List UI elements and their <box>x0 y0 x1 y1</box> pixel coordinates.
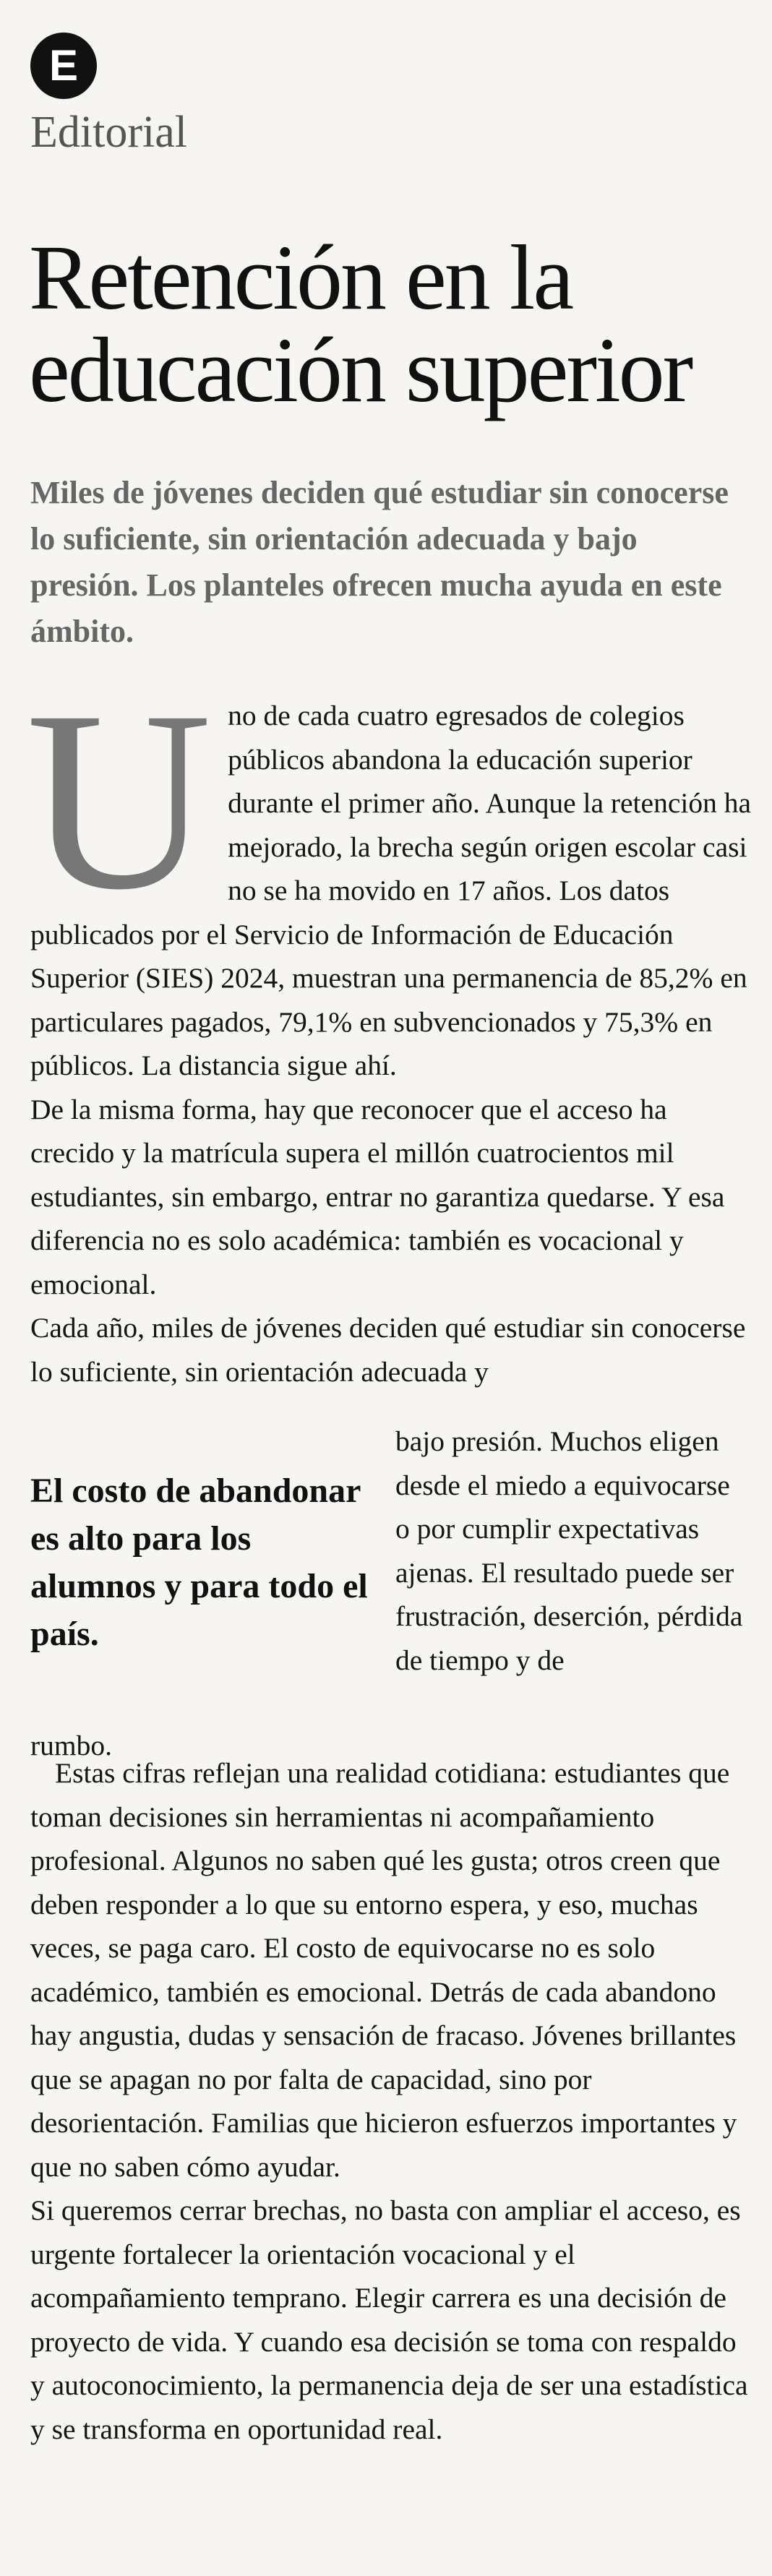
article-body-bottom <box>30 1751 753 2451</box>
paragraph-1 <box>26 658 753 1088</box>
paragraph-3-aside: bajo presión. Muchos eligen desde el miedo a equivocarse o por cumplir expectativas ajenas. El resultado puede ser frustración, deserción, pérdida de tiempo y de <box>395 1425 743 1676</box>
paragraph-3-end: rumbo. <box>30 1730 113 1761</box>
paragraph-5: Si queremos cerrar brechas, no basta con ampliar el acceso, es urgente fortalecer la orientación vocacional y el acompañamiento temprano. Elegir carrera es una decisión de proyecto de vida. Y cuando esa decisión se toma con respaldo y autoconocimiento, la permanencia deja de ser una estadística y se transforma en oportunidad real. <box>30 2194 748 2445</box>
drop-cap: U <box>26 658 213 943</box>
paragraph-2: De la misma forma, hay que reconocer que el acceso ha crecido y la matrícula supera el millón cuatrocientos mil estudiantes, sin embargo, entrar no garantiza quedarse. Y esa diferencia no es solo académica: también es vocacional y emocional. <box>30 1093 725 1300</box>
article-body-top <box>26 658 753 1394</box>
deck-summary: Miles de jóvenes deciden qué estudiar sin conocerse lo suficiente, sin orientación adecuada y bajo presión. Los planteles ofrecen mucha ayuda en este ámbito. <box>30 475 729 649</box>
paragraph-3-start: Cada año, miles de jóvenes deciden qué estudiar sin conocerse lo suficiente, sin orientación adecuada y <box>30 1312 746 1388</box>
paragraph-4: Estas cifras reflejan una realidad cotidiana: estudiantes que toman decisiones sin herramientas ni acompañamiento profesional. Algunos no saben qué les gusta; otros creen que deben responder a lo que su entorno espera, y eso, muchas veces, se paga caro. El costo de equivocarse no es solo académico, también es emocional. Detrás de cada abandono hay angustia, dudas y sensación de fracaso. Jóvenes brillantes que se apagan no por falta de capacidad, sino por desorientación. Familias que hicieron esfuerzos importantes y que no saben cómo ayudar. <box>30 1757 737 2183</box>
headline: Retención en la educación superior <box>29 226 692 421</box>
section-badge: E <box>30 33 97 99</box>
paragraph-1-text: no de cada cuatro egresados de colegios públicos abandona la educación superior durante el primer año. Aunque la retención ha mejorado, la brecha según origen escolar casi no se ha movido en 17 años. Los datos publicados por el Servicio de Información de Educación Superior (SIES) 2024, muestran una permanencia de 85,2% en particulares pagados, 79,1% en subvencionados y 75,3% en públicos. La distancia sigue ahí. <box>30 700 751 1081</box>
section-label: Editorial <box>30 108 187 157</box>
pull-quote: El costo de abandonar es alto para los alumnos y para todo el país. <box>30 1472 368 1653</box>
